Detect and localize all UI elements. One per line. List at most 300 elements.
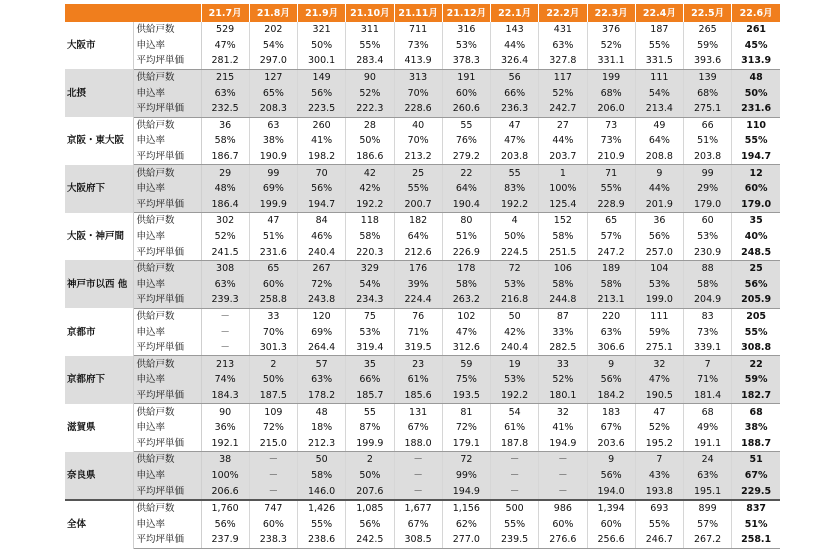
- data-cell: 63%: [587, 324, 635, 340]
- data-cell: 203.8: [491, 149, 539, 165]
- data-cell: 25: [394, 165, 442, 181]
- data-cell: 190.4: [442, 197, 490, 213]
- data-cell: 48: [732, 69, 780, 85]
- table-row: [65, 356, 780, 372]
- data-cell: 76%: [442, 133, 490, 149]
- data-cell: 331.1: [587, 53, 635, 69]
- data-cell: 199: [587, 69, 635, 85]
- data-cell: 312.6: [442, 340, 490, 356]
- data-cell: 58%: [539, 277, 587, 293]
- data-cell: 125.4: [539, 197, 587, 213]
- data-cell: 200.7: [394, 197, 442, 213]
- data-cell: 230.9: [684, 244, 732, 260]
- data-cell: 71: [587, 165, 635, 181]
- data-cell: 67%: [587, 420, 635, 436]
- data-cell: 50: [491, 308, 539, 324]
- data-cell: 277.0: [442, 532, 490, 548]
- table-row: [65, 149, 780, 165]
- data-cell: 25: [732, 260, 780, 276]
- data-cell: 111: [635, 308, 683, 324]
- table-row: [65, 229, 780, 245]
- data-cell: 99: [684, 165, 732, 181]
- data-cell: 188.0: [394, 435, 442, 451]
- data-cell: 1,394: [587, 500, 635, 517]
- month-header: 21.12月: [442, 4, 490, 22]
- data-cell: 308: [201, 260, 249, 276]
- data-cell: 300.1: [298, 53, 346, 69]
- data-cell: 179.1: [442, 435, 490, 451]
- data-cell: 1,426: [298, 500, 346, 517]
- data-cell: 182: [394, 213, 442, 229]
- month-header: 21.8月: [249, 4, 297, 22]
- data-cell: 228.9: [587, 197, 635, 213]
- data-cell: 283.4: [346, 53, 394, 69]
- data-cell: 61%: [491, 420, 539, 436]
- data-cell: 36: [635, 213, 683, 229]
- data-cell: 52%: [346, 85, 394, 101]
- data-cell: 203.7: [539, 149, 587, 165]
- data-cell: 63: [249, 117, 297, 133]
- data-cell: 100%: [201, 468, 249, 484]
- table-row: [65, 388, 780, 404]
- data-cell: 36: [201, 117, 249, 133]
- data-cell: 66%: [346, 372, 394, 388]
- data-cell: 39%: [394, 277, 442, 293]
- data-cell: 102: [442, 308, 490, 324]
- data-cell: 65%: [249, 85, 297, 101]
- region-name: 神戸市以西 他: [65, 260, 133, 308]
- data-cell: 500: [491, 500, 539, 517]
- data-cell: 120: [298, 308, 346, 324]
- region-name: 奈良県: [65, 452, 133, 500]
- data-cell: 316: [442, 22, 490, 38]
- data-cell: －: [539, 452, 587, 468]
- data-cell: 38: [201, 452, 249, 468]
- data-cell: 194.7: [732, 149, 780, 165]
- data-cell: 63%: [201, 85, 249, 101]
- data-cell: 194.7: [298, 197, 346, 213]
- data-cell: 18%: [298, 420, 346, 436]
- header-blank-cell: [65, 4, 133, 22]
- data-cell: 63%: [539, 38, 587, 54]
- data-cell: 42: [346, 165, 394, 181]
- month-header: 22.5月: [684, 4, 732, 22]
- data-cell: 51: [732, 452, 780, 468]
- data-cell: 67%: [394, 420, 442, 436]
- data-cell: 206.0: [587, 101, 635, 117]
- data-cell: 47: [491, 117, 539, 133]
- metric-label: 供給戸数: [133, 500, 201, 517]
- metric-label: 供給戸数: [133, 165, 201, 181]
- data-cell: 185.7: [346, 388, 394, 404]
- data-cell: 308.8: [732, 340, 780, 356]
- data-cell: 329: [346, 260, 394, 276]
- data-cell: 321: [298, 22, 346, 38]
- data-cell: 182.7: [732, 388, 780, 404]
- data-cell: 36%: [201, 420, 249, 436]
- data-cell: 339.1: [684, 340, 732, 356]
- data-cell: 43%: [635, 468, 683, 484]
- data-cell: 257.0: [635, 244, 683, 260]
- data-cell: －: [539, 468, 587, 484]
- metric-label: 申込率: [133, 181, 201, 197]
- data-cell: 275.1: [635, 340, 683, 356]
- table-row: [65, 468, 780, 484]
- data-cell: 178.2: [298, 388, 346, 404]
- data-cell: 326.4: [491, 53, 539, 69]
- data-cell: 240.4: [298, 244, 346, 260]
- data-cell: 117: [539, 69, 587, 85]
- data-cell: 224.5: [491, 244, 539, 260]
- data-cell: 72: [491, 260, 539, 276]
- data-cell: 319.5: [394, 340, 442, 356]
- data-cell: 127: [249, 69, 297, 85]
- region-name: 北摂: [65, 69, 133, 117]
- table-row: [65, 213, 780, 229]
- data-cell: 146.0: [298, 483, 346, 500]
- data-cell: 49: [635, 117, 683, 133]
- data-cell: 281.2: [201, 53, 249, 69]
- metric-label: 平均坪単価: [133, 435, 201, 451]
- data-cell: 9: [587, 452, 635, 468]
- metric-label: 平均坪単価: [133, 292, 201, 308]
- data-cell: 55%: [298, 516, 346, 532]
- data-cell: 118: [346, 213, 394, 229]
- data-cell: 73%: [394, 38, 442, 54]
- data-cell: 1,677: [394, 500, 442, 517]
- table-row: [65, 452, 780, 468]
- month-header: 22.3月: [587, 4, 635, 22]
- data-cell: 65: [587, 213, 635, 229]
- data-cell: －: [491, 483, 539, 500]
- data-cell: 313.9: [732, 53, 780, 69]
- data-cell: 246.7: [635, 532, 683, 548]
- data-cell: 265: [684, 22, 732, 38]
- data-cell: 41%: [298, 133, 346, 149]
- data-cell: 55%: [635, 516, 683, 532]
- data-cell: 55%: [744, 135, 768, 147]
- data-cell: －: [491, 452, 539, 468]
- data-cell: 53%: [442, 38, 490, 54]
- data-cell: 202: [249, 22, 297, 38]
- data-cell: 240.4: [491, 340, 539, 356]
- data-cell: 53%: [684, 229, 732, 245]
- data-cell: 199.9: [346, 435, 394, 451]
- data-cell: 152: [539, 213, 587, 229]
- table-row: [65, 516, 780, 532]
- data-cell: 52%: [201, 229, 249, 245]
- data-cell: 57%: [684, 516, 732, 532]
- data-cell: 52%: [587, 38, 635, 54]
- table-row: [65, 181, 780, 197]
- data-cell: 184.3: [201, 388, 249, 404]
- data-cell: 236.3: [491, 101, 539, 117]
- data-cell: 56: [491, 69, 539, 85]
- data-cell: 22: [442, 165, 490, 181]
- data-cell: 68%: [587, 85, 635, 101]
- data-cell: 2: [249, 356, 297, 372]
- data-cell: －: [201, 324, 249, 340]
- data-cell: 32: [635, 356, 683, 372]
- data-cell: 187: [635, 22, 683, 38]
- data-cell: 72%: [298, 277, 346, 293]
- data-cell: 275.1: [684, 101, 732, 117]
- data-cell: 66: [684, 117, 732, 133]
- data-cell: 204.9: [684, 292, 732, 308]
- data-cell: 87%: [346, 420, 394, 436]
- data-cell: 32: [539, 404, 587, 420]
- metric-label: 供給戸数: [133, 22, 201, 38]
- metric-label: 申込率: [133, 85, 201, 101]
- data-cell: 190.5: [635, 388, 683, 404]
- data-cell: 234.3: [346, 292, 394, 308]
- data-cell: 220.3: [346, 244, 394, 260]
- data-cell: 83: [684, 308, 732, 324]
- data-cell: 267.2: [684, 532, 732, 548]
- data-cell: 191.1: [684, 435, 732, 451]
- metric-label: 申込率: [133, 420, 201, 436]
- region-name: 大阪市: [65, 22, 133, 69]
- data-cell: 48: [298, 404, 346, 420]
- metric-label: 供給戸数: [133, 452, 201, 468]
- data-cell: 71%: [684, 372, 732, 388]
- data-cell: 24: [684, 452, 732, 468]
- data-cell: 55: [346, 404, 394, 420]
- table-row: [65, 532, 780, 548]
- data-cell: 215.0: [249, 435, 297, 451]
- data-cell: 58%: [346, 229, 394, 245]
- table-row: [65, 292, 780, 308]
- month-header: 21.11月: [394, 4, 442, 22]
- metric-label: 申込率: [133, 516, 201, 532]
- data-cell: －: [249, 468, 297, 484]
- data-cell: 38%: [249, 133, 297, 149]
- data-cell: 239.3: [201, 292, 249, 308]
- data-cell: 58%: [201, 133, 249, 149]
- data-cell: 143: [491, 22, 539, 38]
- data-cell: 213: [201, 356, 249, 372]
- table-row: [65, 165, 780, 181]
- data-cell: 53%: [635, 277, 683, 293]
- data-cell: 176: [394, 260, 442, 276]
- data-cell: 45%: [744, 39, 768, 51]
- data-cell: 70%: [394, 133, 442, 149]
- data-cell: 69%: [298, 324, 346, 340]
- data-cell: 282.5: [539, 340, 587, 356]
- data-cell: 60%: [249, 516, 297, 532]
- data-cell: 56%: [587, 468, 635, 484]
- data-cell: 62%: [442, 516, 490, 532]
- data-cell: 2: [346, 452, 394, 468]
- data-cell: 63%: [298, 372, 346, 388]
- metric-label: 申込率: [133, 277, 201, 293]
- data-cell: 179.0: [732, 197, 780, 213]
- data-cell: 131: [394, 404, 442, 420]
- data-cell: 28: [346, 117, 394, 133]
- data-cell: 59%: [732, 372, 780, 388]
- data-cell: 223.5: [298, 101, 346, 117]
- table-row: [65, 260, 780, 276]
- data-cell: 267: [298, 260, 346, 276]
- data-cell: 53%: [491, 277, 539, 293]
- data-cell: 55: [442, 117, 490, 133]
- data-cell: 50%: [346, 468, 394, 484]
- data-cell: 208.3: [249, 101, 297, 117]
- data-cell: 180.1: [539, 388, 587, 404]
- data-cell: 51%: [744, 518, 768, 530]
- data-cell: 72%: [249, 420, 297, 436]
- data-cell: 206.6: [201, 483, 249, 500]
- data-cell: 59: [442, 356, 490, 372]
- data-cell: 243.8: [298, 292, 346, 308]
- metric-label: 平均坪単価: [133, 532, 201, 548]
- data-cell: 210.9: [587, 149, 635, 165]
- data-cell: 229.5: [732, 483, 780, 500]
- data-cell: －: [201, 340, 249, 356]
- data-cell: 213.4: [635, 101, 683, 117]
- data-cell: 68%: [684, 85, 732, 101]
- table-row: [65, 404, 780, 420]
- metric-label: 平均坪単価: [133, 244, 201, 260]
- data-cell: 52%: [539, 85, 587, 101]
- data-cell: 51%: [442, 229, 490, 245]
- data-cell: 239.5: [491, 532, 539, 548]
- data-cell: 53%: [491, 372, 539, 388]
- data-cell: 83%: [491, 181, 539, 197]
- data-cell: 57%: [587, 229, 635, 245]
- data-cell: 242.7: [539, 101, 587, 117]
- data-cell: 60: [684, 213, 732, 229]
- data-cell: 215: [201, 69, 249, 85]
- data-cell: 188.7: [732, 435, 780, 451]
- data-cell: 69%: [249, 181, 297, 197]
- data-cell: 203.6: [587, 435, 635, 451]
- data-cell: 899: [684, 500, 732, 517]
- month-header: 21.10月: [346, 4, 394, 22]
- data-cell: 9: [635, 165, 683, 181]
- data-cell: 711: [394, 22, 442, 38]
- data-cell: 88: [684, 260, 732, 276]
- data-cell: 76: [394, 308, 442, 324]
- data-cell: 179.0: [684, 197, 732, 213]
- data-cell: 331.5: [635, 53, 683, 69]
- data-cell: 205.9: [732, 292, 780, 308]
- data-cell: 72: [442, 452, 490, 468]
- data-cell: 238.3: [249, 532, 297, 548]
- data-cell: 279.2: [442, 149, 490, 165]
- data-cell: 149: [298, 69, 346, 85]
- data-cell: 41%: [539, 420, 587, 436]
- data-cell: 54%: [346, 277, 394, 293]
- data-cell: 191: [442, 69, 490, 85]
- data-cell: 199.9: [249, 197, 297, 213]
- header-row: [65, 4, 780, 22]
- metric-label: 平均坪単価: [133, 101, 201, 117]
- data-cell: 70%: [394, 85, 442, 101]
- data-cell: 201.9: [635, 197, 683, 213]
- data-cell: 56%: [298, 85, 346, 101]
- data-cell: 49%: [684, 420, 732, 436]
- data-cell: 256.6: [587, 532, 635, 548]
- data-cell: 61%: [394, 372, 442, 388]
- data-cell: 276.6: [539, 532, 587, 548]
- data-cell: 50%: [346, 133, 394, 149]
- data-cell: 306.6: [587, 340, 635, 356]
- data-cell: 55%: [587, 181, 635, 197]
- data-cell: 216.8: [491, 292, 539, 308]
- data-cell: 64%: [394, 229, 442, 245]
- data-cell: 58%: [684, 277, 732, 293]
- data-cell: 231.6: [732, 101, 780, 117]
- data-cell: 56%: [732, 277, 780, 293]
- data-cell: 264.4: [298, 340, 346, 356]
- data-cell: 186.6: [346, 149, 394, 165]
- data-cell: 110: [746, 119, 767, 131]
- data-cell: 73%: [587, 133, 635, 149]
- data-cell: 232.5: [201, 101, 249, 117]
- metric-label: 供給戸数: [133, 260, 201, 276]
- data-cell: 104: [635, 260, 683, 276]
- table-row: [65, 308, 780, 324]
- data-cell: 181.4: [684, 388, 732, 404]
- data-cell: 68: [749, 406, 763, 418]
- data-cell: 87: [539, 308, 587, 324]
- data-cell: 1,085: [346, 500, 394, 517]
- data-cell: 47%: [491, 133, 539, 149]
- data-cell: 185.6: [394, 388, 442, 404]
- data-cell: 106: [539, 260, 587, 276]
- data-cell: 56%: [346, 516, 394, 532]
- header-blank-cell: [133, 4, 201, 22]
- supply-data-table: [65, 4, 780, 549]
- data-cell: 195.1: [684, 483, 732, 500]
- data-cell: 241.5: [201, 244, 249, 260]
- data-cell: 42%: [491, 324, 539, 340]
- data-cell: 58%: [442, 277, 490, 293]
- metric-label: 平均坪単価: [133, 340, 201, 356]
- data-cell: 84: [298, 213, 346, 229]
- data-cell: 195.2: [635, 435, 683, 451]
- data-cell: 311: [346, 22, 394, 38]
- data-cell: 228.6: [394, 101, 442, 117]
- metric-label: 供給戸数: [133, 213, 201, 229]
- data-cell: 207.6: [346, 483, 394, 500]
- data-cell: 1: [539, 165, 587, 181]
- data-cell: 90: [346, 69, 394, 85]
- data-cell: 4: [491, 213, 539, 229]
- data-cell: 7: [635, 452, 683, 468]
- data-cell: 63%: [201, 277, 249, 293]
- data-cell: 192.2: [491, 197, 539, 213]
- data-cell: 12: [732, 165, 780, 181]
- data-cell: 263.2: [442, 292, 490, 308]
- table-row: [65, 500, 780, 517]
- data-cell: 260.6: [442, 101, 490, 117]
- metric-label: 申込率: [133, 133, 201, 149]
- table-row: [65, 244, 780, 260]
- table-row: [65, 53, 780, 69]
- table-row: [65, 372, 780, 388]
- metric-label: 供給戸数: [133, 308, 201, 324]
- data-cell: 220: [587, 308, 635, 324]
- month-header: 22.1月: [491, 4, 539, 22]
- data-cell: 58%: [539, 229, 587, 245]
- data-cell: 208.8: [635, 149, 683, 165]
- data-cell: 55: [491, 165, 539, 181]
- data-cell: 57: [298, 356, 346, 372]
- data-cell: 74%: [201, 372, 249, 388]
- metric-label: 申込率: [133, 372, 201, 388]
